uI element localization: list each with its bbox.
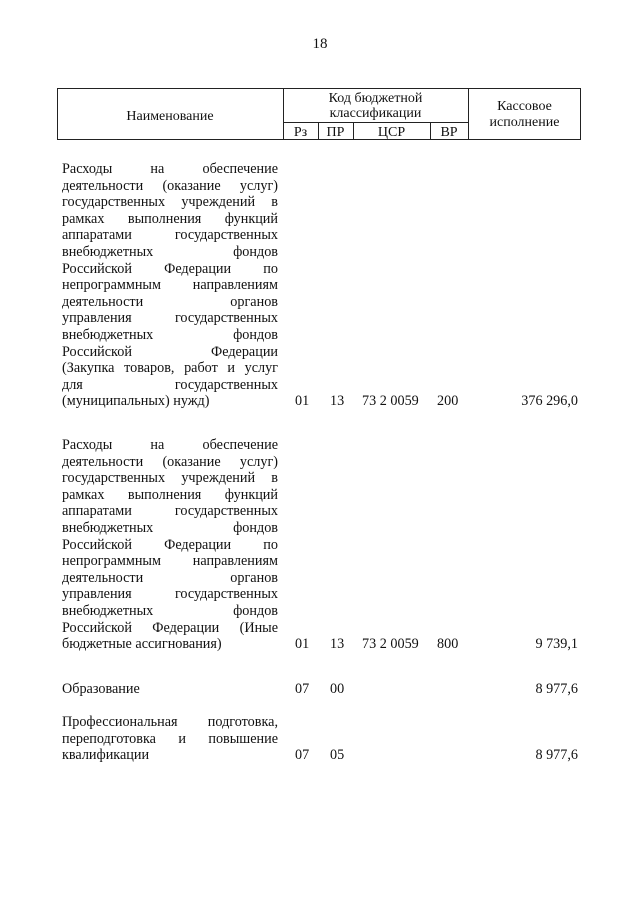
row-name-line: внебюджетных фондов <box>62 602 278 619</box>
row-name-line: деятельности органов <box>62 293 278 310</box>
row-amount: 8 977,6 <box>535 681 578 697</box>
row-amount: 376 296,0 <box>521 393 578 410</box>
row-rz: 07 <box>295 747 310 764</box>
row-name-line: внебюджетных фондов <box>62 243 278 260</box>
header-rz: Рз <box>293 125 308 140</box>
row-name-line: Российской Федерации (Иные <box>62 619 278 636</box>
row-name-line: Образование <box>62 681 140 697</box>
row-name-line: (Закупка товаров, работ и услуг <box>62 360 278 377</box>
header-vr: ВР <box>440 125 458 140</box>
row-name-line: деятельности (оказание услуг) <box>62 453 278 470</box>
row-amount: 8 977,6 <box>535 747 578 764</box>
row-name-line: деятельности (оказание услуг) <box>62 177 278 194</box>
row-name-line: (муниципальных) нужд) <box>62 393 210 410</box>
row-name-line: аппаратами государственных <box>62 227 278 244</box>
row-name-line: квалификации <box>62 747 150 764</box>
row-name-line: Расходы на обеспечение <box>62 437 278 453</box>
row-pr: 05 <box>330 747 345 764</box>
row-name <box>62 714 278 764</box>
row-name <box>62 161 278 410</box>
header-amount-line1: Кассовое <box>497 99 552 114</box>
row-name-line: внебюджетных фондов <box>62 519 278 536</box>
row-amount: 9 739,1 <box>535 636 578 653</box>
row-name-line: переподготовка и повышение <box>62 730 278 747</box>
row-name-line: государственных учреждений в <box>62 194 278 211</box>
row-name-line: рамках выполнения функций <box>62 486 278 503</box>
row-name-line: деятельности органов <box>62 569 278 586</box>
row-vr: 200 <box>437 393 459 410</box>
row-name-line: Российской Федерации по <box>62 536 278 553</box>
row-name-line: для государственных <box>62 376 278 393</box>
header-csr: ЦСР <box>377 125 406 140</box>
row-name-line: Российской Федерации по <box>62 260 278 277</box>
header-code-line1: Код бюджетной <box>328 91 423 106</box>
row-name-line: Российской Федерации <box>62 343 278 360</box>
table-header <box>57 88 581 140</box>
row-name-line: управления государственных <box>62 310 278 327</box>
row-name-line: аппаратами государственных <box>62 503 278 520</box>
page-number: 18 <box>312 36 328 52</box>
row-name-line: внебюджетных фондов <box>62 326 278 343</box>
row-name-line: государственных учреждений в <box>62 470 278 487</box>
header-name: Наименование <box>126 109 214 124</box>
row-name-line: непрограммным направлениям <box>62 553 278 570</box>
row-pr: 00 <box>330 681 345 697</box>
row-csr: 73 2 0059 <box>362 393 419 410</box>
header-code-line2: классификации <box>329 106 422 121</box>
row-name-line: рамках выполнения функций <box>62 210 278 227</box>
row-csr: 73 2 0059 <box>362 636 419 653</box>
row-name-line: Профессиональная подготовка, <box>62 714 278 730</box>
row-pr: 13 <box>330 393 345 410</box>
row-rz: 01 <box>295 393 310 410</box>
row-vr: 800 <box>437 636 459 653</box>
row-name <box>62 437 278 653</box>
row-rz: 07 <box>295 681 310 697</box>
row-pr: 13 <box>330 636 345 653</box>
row-name-line: непрограммным направлениям <box>62 277 278 294</box>
header-pr: ПР <box>326 125 345 140</box>
row-name <box>62 681 278 698</box>
row-name-line: бюджетные ассигнования) <box>62 636 222 653</box>
header-amount-line2: исполнение <box>489 115 560 130</box>
row-name-line: Расходы на обеспечение <box>62 161 278 177</box>
row-name-line: управления государственных <box>62 586 278 603</box>
row-rz: 01 <box>295 636 310 653</box>
